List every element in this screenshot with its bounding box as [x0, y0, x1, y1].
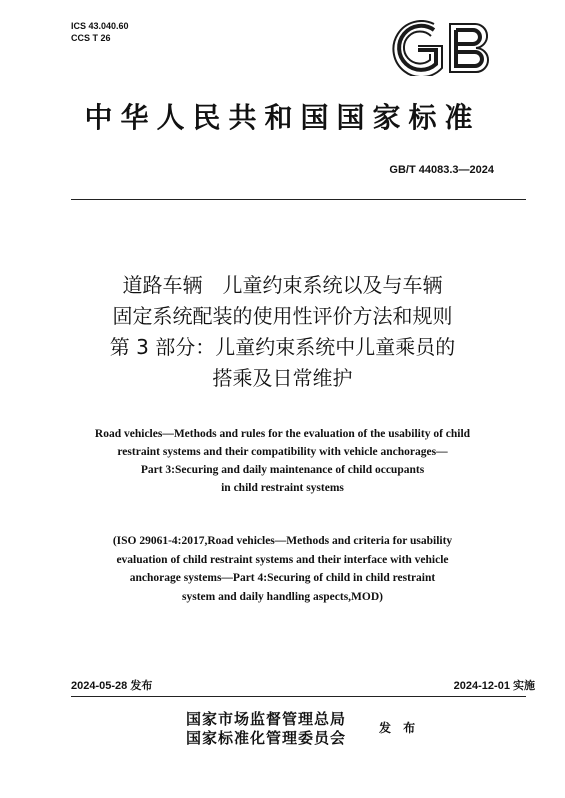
chinese-title-line: 第 3 部分：儿童约束系统中儿童乘员的	[109, 335, 456, 359]
iso-reference-line: anchorage systems—Part 4:Securing of child in child restraint	[129, 572, 436, 584]
header-divider	[71, 199, 526, 200]
implementation-date: 2024-12-01 实施	[453, 680, 535, 692]
classification-codes	[71, 20, 129, 44]
chinese-title-line: 道路车辆 儿童约束系统以及与车辆	[122, 273, 443, 297]
issuer-sac: 国家标准化管理委员会	[186, 729, 347, 747]
gb-logo	[384, 20, 498, 76]
english-title-line: restraint systems and their compatibility with vehicle anchorages—	[117, 446, 448, 458]
publish-date: 2024-05-28 发布	[71, 680, 153, 692]
chinese-title-line: 搭乘及日常维护	[212, 366, 353, 390]
english-title-line: Part 3:Securing and daily maintenance of child occupants	[140, 464, 425, 476]
issuing-authorities	[186, 710, 346, 748]
issue-label: 发 布	[379, 721, 420, 735]
iso-reference-line: system and daily handling aspects,MOD)	[182, 590, 383, 603]
iso-reference	[0, 532, 565, 606]
national-standard-title: 中华人民共和国国家标准	[84, 101, 481, 134]
footer-divider	[71, 696, 526, 697]
ics-code: ICS 43.040.60	[71, 21, 129, 31]
standard-number: GB/T 44083.3—2024	[389, 164, 494, 176]
english-title	[0, 425, 565, 497]
english-title-line: in child restraint systems	[221, 482, 344, 494]
iso-reference-line: evaluation of child restraint systems and their interface with vehicle	[116, 553, 449, 566]
english-title-line: Road vehicles—Methods and rules for the evaluation of the usability of child	[94, 428, 471, 440]
issuer-samr: 国家市场监督管理总局	[186, 710, 347, 728]
chinese-title-line: 固定系统配装的使用性评价方法和规则	[112, 304, 453, 328]
ccs-code: CCS T 26	[71, 33, 111, 43]
iso-reference-line: (ISO 29061-4:2017,Road vehicles—Methods and criteria for usability	[112, 535, 453, 547]
chinese-title	[0, 270, 565, 394]
